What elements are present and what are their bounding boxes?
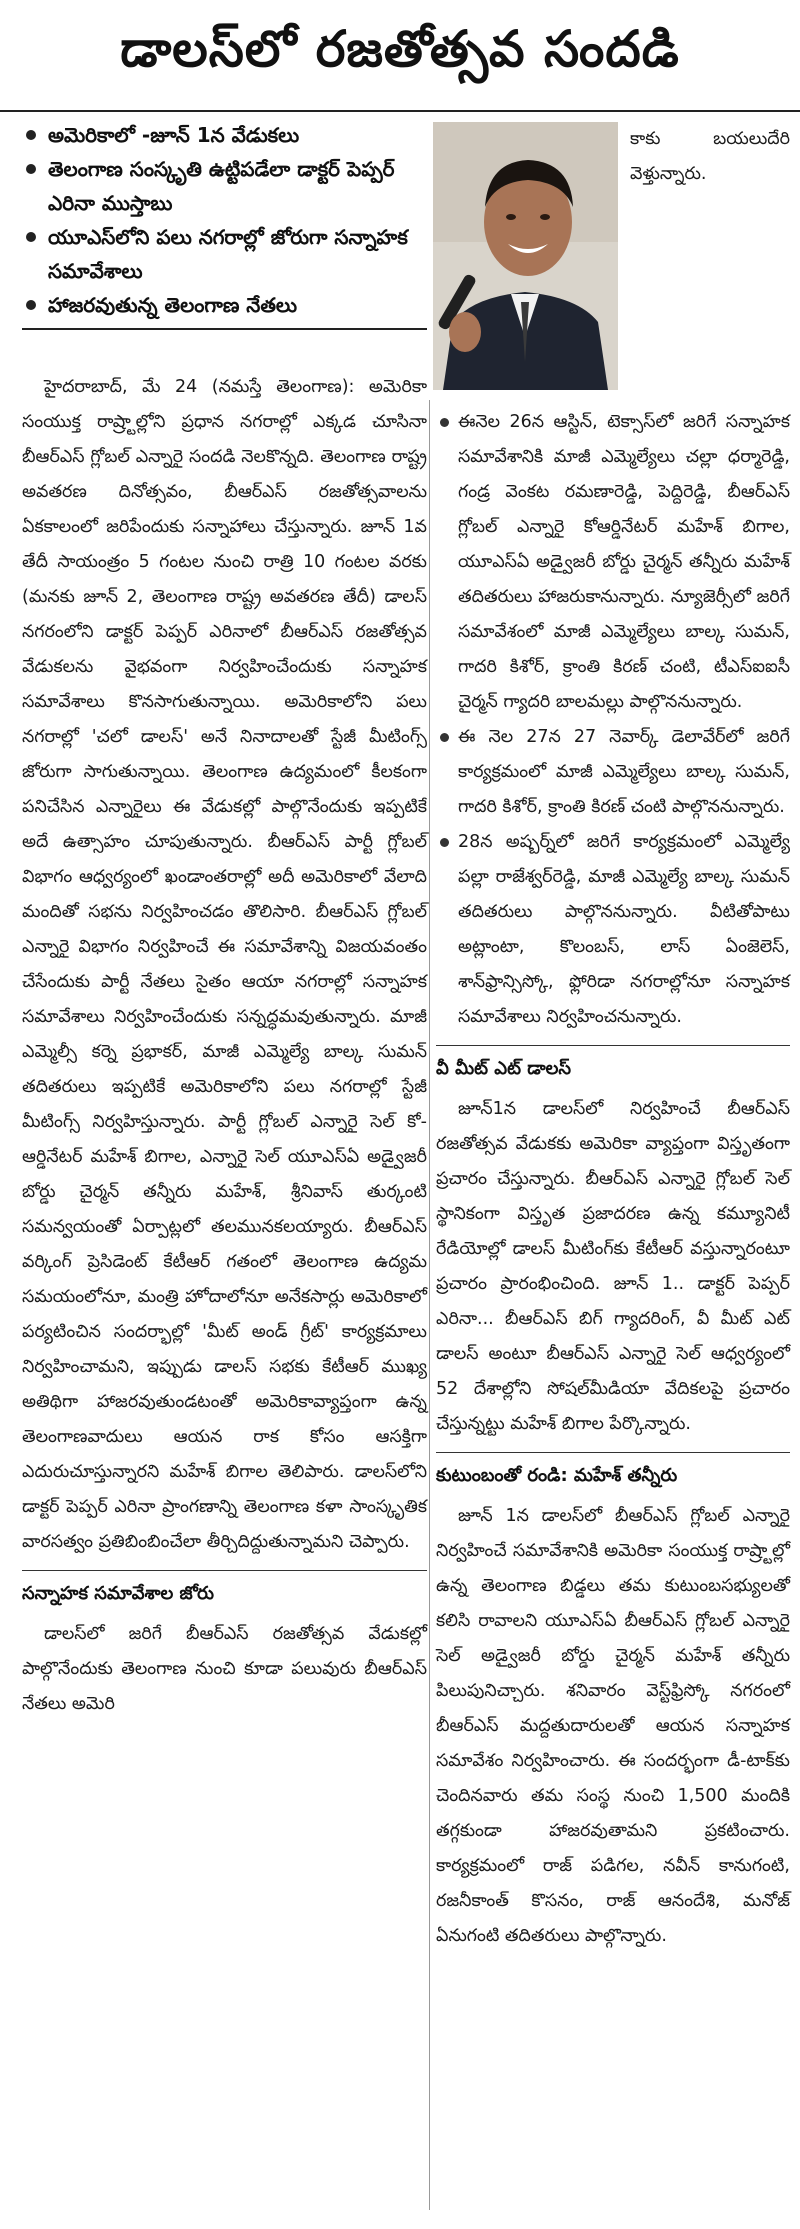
bullet-icon: [440, 418, 449, 427]
article-left-column: [22, 370, 427, 1722]
bullet-icon: [440, 733, 449, 742]
bullet-icon: [26, 130, 36, 140]
bullet-icon: [26, 164, 36, 174]
article-right-column: [436, 405, 790, 1954]
bullet-icon: [26, 300, 36, 310]
article-paragraph: హైదరాబాద్, మే 24 (నమస్తే తెలంగాణ): అమెరికా సంయుక్త రాష్ర్టాల్లోని ప్రధాన నగరాల్లో ఎక్కడ చూసినా బీఆర్‌ఎస్ గ్లోబల్ ఎన్నారై సందడి నెలకొన్నది. తెలంగాణ రాష్ట్ర అవతరణ దినోత్సవం, బీఆర్‌ఎస్ రజతోత్సవాలను ఏకకాలంలో జరిపేందుకు సన్నాహాలు చేస్తున్నారు. జూన్ 1వ తేదీ సాయంత్రం 5 గంటల నుంచి రాత్రి 10 గంటల వరకు (మనకు జూన్ 2, తెలంగాణ రాష్ట్ర అవతరణ తేదీ) డాలస్ నగరంలోని డాక్టర్ పెప్పర్ ఎరినాలో బీఆర్‌ఎస్ రజతోత్సవ వేడుకలను వైభవంగా నిర్వహించేందుకు సన్నాహక సమావేశాలు కొనసాగుతున్నాయి. అమెరికాలోని పలు నగరాల్లో 'చలో డాలస్' అనే నినాదాలతో స్టేజీ మీటింగ్స్ జోరుగా సాగుతున్నాయి. తెలంగాణ ఉద్యమంలో కీలకంగా పనిచేసిన ఎన్నారైలు ఈ వేడుకల్లో పాల్గొనేందుకు ఇప్పటికే అదే ఉత్సాహం చూపుతున్నారు. బీఆర్‌ఎస్ పార్టీ గ్లోబల్ విభాగం ఆధ్వర్యంలో ఖండాంతరాల్లో అదీ అమెరికాలో వేలాది మందితో సభను నిర్వహించడం తొలిసారి. బీఆర్‌ఎస్ గ్లోబల్ ఎన్నారై విభాగం నిర్వహించే ఈ సమావేశాన్ని విజయవంతం చేసేందుకు పార్టీ నేతలు సైతం ఆయా నగరాల్లో సన్నాహక సమావేశాలు నిర్వహించేందుకు సన్నద్ధమవుతున్నారు. మాజీ ఎమ్మెల్సీ కర్నె ప్రభాకర్, మాజీ ఎమ్మెల్యే బాల్క సుమన్ తదితరులు ఇప్పటికే అమెరికాలోని పలు నగరాల్లో స్టేజీ మీటింగ్స్ నిర్వహిస్తున్నారు. పార్టీ గ్లోబల్ ఎన్నారై సెల్ కో-ఆర్డినేటర్ మహేశ్ బిగాల, ఎన్నారై సెల్ యూఎస్‌ఏ అడ్వైజరీ బోర్డు చైర్మన్ తన్నీరు మహేశ్, శ్రీనివాస్ తుర్కంటి సమన్వయంతో ఏర్పాట్లలో తలమునకలయ్యారు. బీఆర్‌ఎస్ వర్కింగ్ ప్రెసిడెంట్ కేటీఆర్ గతంలో తెలంగాణ ఉద్యమ సమయంలోనూ, మంత్రి హోదాలోనూ అనేకసార్లు అమెరికాలో పర్యటించిన సందర్భాల్లో 'మీట్ అండ్ గ్రీట్' కార్యక్రమాలు నిర్వహించామని, ఇప్పుడు డాలస్ సభకు కేటీఆర్ ముఖ్య అతిథిగా హాజరవుతుండటంతో అమెరికావ్యాప్తంగా ఉన్న తెలంగాణవాదులు ఆయన రాక కోసం ఆసక్తిగా ఎదురుచూస్తున్నారని మహేశ్ బిగాల తెలిపారు. డాలస్‌లోని డాక్టర్ పెప్పర్ ఎరినా ప్రాంగణాన్ని తెలంగాణ కళా సాంస్కృతిక వారసత్వం ప్రతిబింబించేలా తీర్చిదిద్దుతున్నామని చెప్పారు.: [22, 377, 427, 1552]
highlights: [22, 118, 427, 330]
highlight-item: [22, 118, 427, 152]
subheading: కుటుంబంతో రండి: మహేశ్ తన్నీరు: [436, 1452, 790, 1491]
headline: డాలస్‌లో రజతోత్సవ సందడి: [0, 0, 800, 112]
highlight-text: తెలంగాణ సంస్కృతి ఉట్టిపడేలా డాక్టర్ పెప్పర్ ఎరినా ముస్తాబు: [48, 157, 395, 215]
bullet-text: ఈనెల 26న ఆస్టిన్, టెక్సాస్‌లో జరిగే సన్నాహక సమావేశానికి మాజీ ఎమ్మెల్యేలు చల్లా ధర్మారెడ్డి, గండ్ర వెంకట రమణారెడ్డి, పెద్దిరెడ్డి, బీఆర్‌ఎస్ గ్లోబల్ ఎన్నారై కోఆర్డినేటర్ మహేశ్ బిగాల, యూఎస్‌ఏ అడ్వైజరీ బోర్డు చైర్మన్ తన్నీరు మహేశ్ తదితరులు హాజరుకానున్నారు. న్యూజెర్సీలో జరిగే సమావేశంలో మాజీ ఎమ్మెల్యేలు బాల్క సుమన్, గాదరి కిశోర్, క్రాంతి కిరణ్ చంటి, టీఎస్‌ఐఐసీ చైర్మన్ గ్యాదరి బాలమల్లు పాల్గొననున్నారు.: [458, 412, 790, 712]
highlight-item: [22, 152, 427, 220]
article-paragraph: డాలస్‌లో జరిగే బీఆర్‌ఎస్ రజతోత్సవ వేడుకల్లో పాల్గొనేందుకు తెలంగాణ నుంచి కూడా పలువురు బీఆర్‌ఎస్ నేతలు అమెరి: [22, 1624, 427, 1714]
bullet-text: ఈ నెల 27న 27 నెవార్క్ డెలావేర్‌లో జరిగే కార్యక్రమంలో మాజీ ఎమ్మెల్యేలు బాల్క సుమన్, గాదరి కిశోర్, క్రాంతి కిరణ్ చంటి పాల్గొననున్నారు.: [458, 727, 790, 817]
person-photo: [433, 122, 618, 390]
article-bullet: [436, 720, 790, 825]
highlight-item: [22, 220, 427, 288]
person-portrait-icon: [433, 122, 618, 390]
highlight-item: [22, 288, 427, 322]
highlight-text: యూఎస్‌లోని పలు నగరాల్లో జోరుగా సన్నాహక సమావేశాలు: [48, 225, 408, 283]
article-bullet: [436, 825, 790, 1035]
bullet-icon: [440, 838, 449, 847]
article-paragraph: కాకు బయలుదేరి వెళ్తున్నారు.: [630, 129, 790, 184]
article-bullet: [436, 405, 790, 720]
subheading: వీ మీట్ ఎట్ డాలస్: [436, 1045, 790, 1084]
subheading: సన్నాహక సమావేశాల జోరు: [22, 1570, 427, 1609]
bullet-text: 28న అష్బర్న్‌లో జరిగే కార్యక్రమంలో ఎమ్మెల్యే పల్లా రాజేశ్వర్‌రెడ్డి, మాజీ ఎమ్మెల్యే బాల్క సుమన్ తదితరులు పాల్గొననున్నారు. వీటితోపాటు అట్లాంటా, కొలంబస్, లాస్ ఏంజెలెస్, శాన్‌ఫ్రాన్సిస్కో, ఫ్లోరిడా నగరాల్లోనూ సన్నాహక సమావేశాలు నిర్వహించనున్నారు.: [458, 832, 790, 1027]
article-paragraph: జూన్1న డాలస్‌లో నిర్వహించే బీఆర్‌ఎస్ రజతోత్సవ వేడుకకు అమెరికా వ్యాప్తంగా విస్తృతంగా ప్రచారం చేస్తున్నారు. బీఆర్‌ఎస్ ఎన్నారై గ్లోబల్ సెల్ స్థానికంగా విస్తృత ప్రజాదరణ ఉన్న కమ్యూనిటీ రేడియోల్లో డాలస్ మీటింగ్‌కు కేటీఆర్ వస్తున్నారంటూ ప్రచారం ప్రారంభించింది. జూన్ 1.. డాక్టర్ పెప్పర్ ఎరినా... బీఆర్‌ఎస్ బిగ్ గ్యాదరింగ్, వీ మీట్ ఎట్ డాలస్ అంటూ బీఆర్‌ఎస్ ఎన్నారై సెల్ ఆధ్వర్యంలో 52 దేశాల్లోని సోషల్‌మీడియా వేదికలపై ప్రచారం చేస్తున్నట్టు మహేశ్ బిగాల పేర్కొన్నారు.: [436, 1099, 790, 1434]
highlight-text: హాజరవుతున్న తెలంగాణ నేతలు: [48, 293, 298, 317]
bullet-icon: [26, 232, 36, 242]
column-divider: [429, 400, 430, 2210]
article-right-top: [630, 122, 790, 192]
highlight-text: అమెరికాలో -జూన్ 1న వేడుకలు: [48, 123, 300, 147]
article-paragraph: జూన్ 1న డాలస్‌లో బీఆర్‌ఎస్ గ్లోబల్ ఎన్నారై నిర్వహించే సమావేశానికి అమెరికా సంయుక్త రాష్ర్టాల్లో ఉన్న తెలంగాణ బిడ్డలు తమ కుటుంబసభ్యులతో కలిసి రావాలని యూఎస్‌ఏ బీఆర్‌ఎస్ గ్లోబల్ ఎన్నారై సెల్ అడ్వైజరీ బోర్డు చైర్మన్ మహేశ్ తన్నీరు పిలుపునిచ్చారు. శనివారం వెస్ట్‌ఫ్రిస్కో నగరంలో బీఆర్‌ఎస్ మద్దతుదారులతో ఆయన సన్నాహక సమావేశం నిర్వహించారు. ఈ సందర్భంగా డీ-టాక్‌కు చెందినవారు తమ సంస్థ నుంచి 1,500 మందికి తగ్గకుండా హాజరవుతామని ప్రకటించారు. కార్యక్రమంలో రాజ్ పడిగల, నవీన్ కానుగంటి, రజనీకాంత్ కొసనం, రాజ్ ఆనందేశి, మనోజ్ ఏనుగంటి తదితరులు పాల్గొన్నారు.: [436, 1506, 790, 1946]
